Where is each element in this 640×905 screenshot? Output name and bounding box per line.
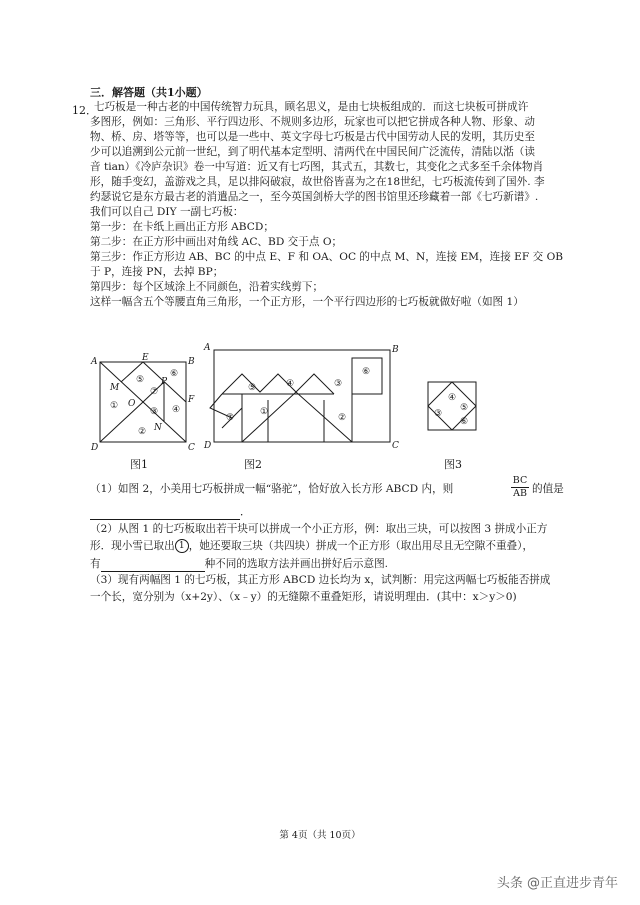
fig2-piece: ②: [338, 413, 347, 423]
fig2-label-C: C: [392, 441, 399, 451]
q1-line2: ．: [90, 504, 251, 520]
paragraph-line: 我们可以自己 DIY 一副七巧板：: [90, 206, 244, 218]
fig1-piece: ④: [172, 405, 181, 415]
fig2-piece: ①: [260, 407, 269, 417]
step-line: 于 P，连接 PN，去掉 BP；: [90, 266, 224, 278]
circled-one-icon: 1: [175, 539, 189, 553]
fig2-piece: ④: [286, 379, 295, 389]
step-line: 第一步：在卡纸上画出正方形 ABCD；: [90, 221, 274, 233]
figure-2-caption: 图2: [244, 458, 262, 471]
q1-prefix: （1）如图 2，小美用七巧板拼成一幅“骆驼”，恰好放入长方形 ABCD 内，则: [90, 483, 454, 495]
fig1-piece: ⑤: [136, 375, 145, 385]
paragraph-line: 约瑟说它是东方最古老的消遣品之一，至今英国剑桥大学的图书馆里还珍藏着一部《七巧新谱》.: [90, 191, 539, 203]
step-line: 第四步：每个区域涂上不同颜色，沿着实线剪下；: [90, 281, 324, 293]
paragraph-line: 七巧板是一种古老的中国传统智力玩具，顾名思义，是由七块板组成的．而这七块板可拼成许: [94, 101, 529, 113]
fig1-label-D: D: [91, 443, 99, 453]
q1-frac-den: AB: [513, 488, 527, 499]
fig1-label-O: O: [128, 399, 136, 409]
paragraph-line: 形，随手变幻，盖游戏之具，足以排闷破寂，故世俗皆喜为之在18世纪，七巧板流传到了国外. 李: [90, 176, 545, 188]
fig1-label-F: F: [188, 395, 195, 405]
step-line: 这样一幅含五个等腰直角三角形，一个正方形，一个平行四边形的七巧板就做好啦（如图 1）: [90, 296, 524, 308]
q2-line1: （2）从图 1 的七巧板取出若干块可以拼成一个小正方形，例：取出三块，可以按图 3 拼成小正方: [90, 523, 548, 535]
fig2-piece: ⑤: [248, 383, 257, 393]
fig1-label-M: M: [110, 383, 120, 393]
fig3-piece: ⑥: [460, 417, 469, 427]
question-number: 12．: [72, 104, 97, 117]
paragraph-line: 多图形，例如：三角形、平行四边形、不规则多边形，玩家也可以把它拼成各种人物、形象、动: [90, 116, 535, 128]
fig1-piece: ①: [110, 401, 119, 411]
paragraph-line: 少可以追溯到公元前一世纪，到了明代基本定型明、清两代在中国民间广泛流传，清陆以湉（读: [90, 146, 535, 158]
fig1-piece: ②: [138, 427, 147, 437]
q2-line2: 形．现小雪已取出 1 ，她还要取三块（共四块）拼成一个正方形（取出用尽且无空隙不重叠），: [90, 540, 534, 552]
fig1-label-C: C: [188, 443, 195, 453]
fig2-piece: ③: [334, 379, 343, 389]
fig2-label-B: B: [392, 345, 399, 355]
q2-line3: 有 种不同的选取方法并画出拼好后示意图.: [90, 558, 389, 570]
page-footer: 第 4页（共 10页）: [279, 830, 361, 841]
q1-frac-num: BC: [512, 475, 528, 486]
q3-line2: 一个长，宽分别为（x+2y）、（x﹣y）的无缝隙不重叠矩形，请说明理由．(其中：x＞y＞0): [90, 591, 517, 603]
fig3-piece: ④: [448, 393, 457, 403]
section-title: 三．解答题（共1小题）: [90, 86, 208, 99]
figure-3-caption: 图3: [444, 458, 462, 471]
watermark: 头条 @正直进步青年: [496, 876, 618, 891]
fig1-piece: ⑦: [150, 387, 159, 397]
paragraph-line: 音 tian）《冷庐杂识》卷一中写道：近又有七巧图，其式五，其数七，其变化之式多至千余体物肖: [90, 161, 544, 173]
q2-answer-blank[interactable]: [101, 556, 205, 572]
fig1-piece: ⑥: [170, 369, 179, 379]
fig2-label-D: D: [204, 441, 212, 451]
figure-1-tangram: [88, 352, 198, 454]
paragraph-line: 物、桥、房、塔等等，也可以是一些中、英文字母七巧板是古代中国劳动人民的发明，其历史至: [90, 131, 535, 143]
fig1-piece: ③: [150, 407, 159, 417]
fig3-piece: ⑤: [460, 403, 469, 413]
fig3-piece: ③: [434, 409, 443, 419]
q1-suffix: 的值是: [532, 483, 564, 495]
fig2-piece: ⑥: [362, 367, 371, 377]
figure-3-small-square: [424, 378, 480, 434]
step-line: 第二步：在正方形中画出对角线 AC、BD 交于点 O；: [90, 236, 343, 248]
q1-answer-blank[interactable]: [90, 504, 240, 520]
q1-line1: [90, 482, 453, 497]
fig1-label-B: B: [188, 357, 195, 367]
fig1-label-E: E: [142, 353, 149, 363]
q3-line1: （3）现有两幅图 1 的七巧板，其正方形 ABCD 边长均为 x，试判断：用完这两幅七巧板能否拼成: [90, 574, 551, 586]
fig2-piece: ⑦: [226, 413, 235, 423]
fig1-label-N: N: [154, 423, 162, 433]
figure-2-camel: [202, 338, 408, 454]
step-line: 第三步：作正方形边 AB、BC 的中点 E、F 和 OA、OC 的中点 M、N，连接 EM，连接 EF 交 OB: [90, 251, 564, 263]
fig2-label-A: A: [204, 343, 211, 353]
fig1-label-P: P: [161, 377, 168, 387]
fig1-label-A: A: [91, 357, 98, 367]
figure-1-caption: 图1: [130, 458, 148, 471]
q1-fraction: [511, 476, 529, 499]
